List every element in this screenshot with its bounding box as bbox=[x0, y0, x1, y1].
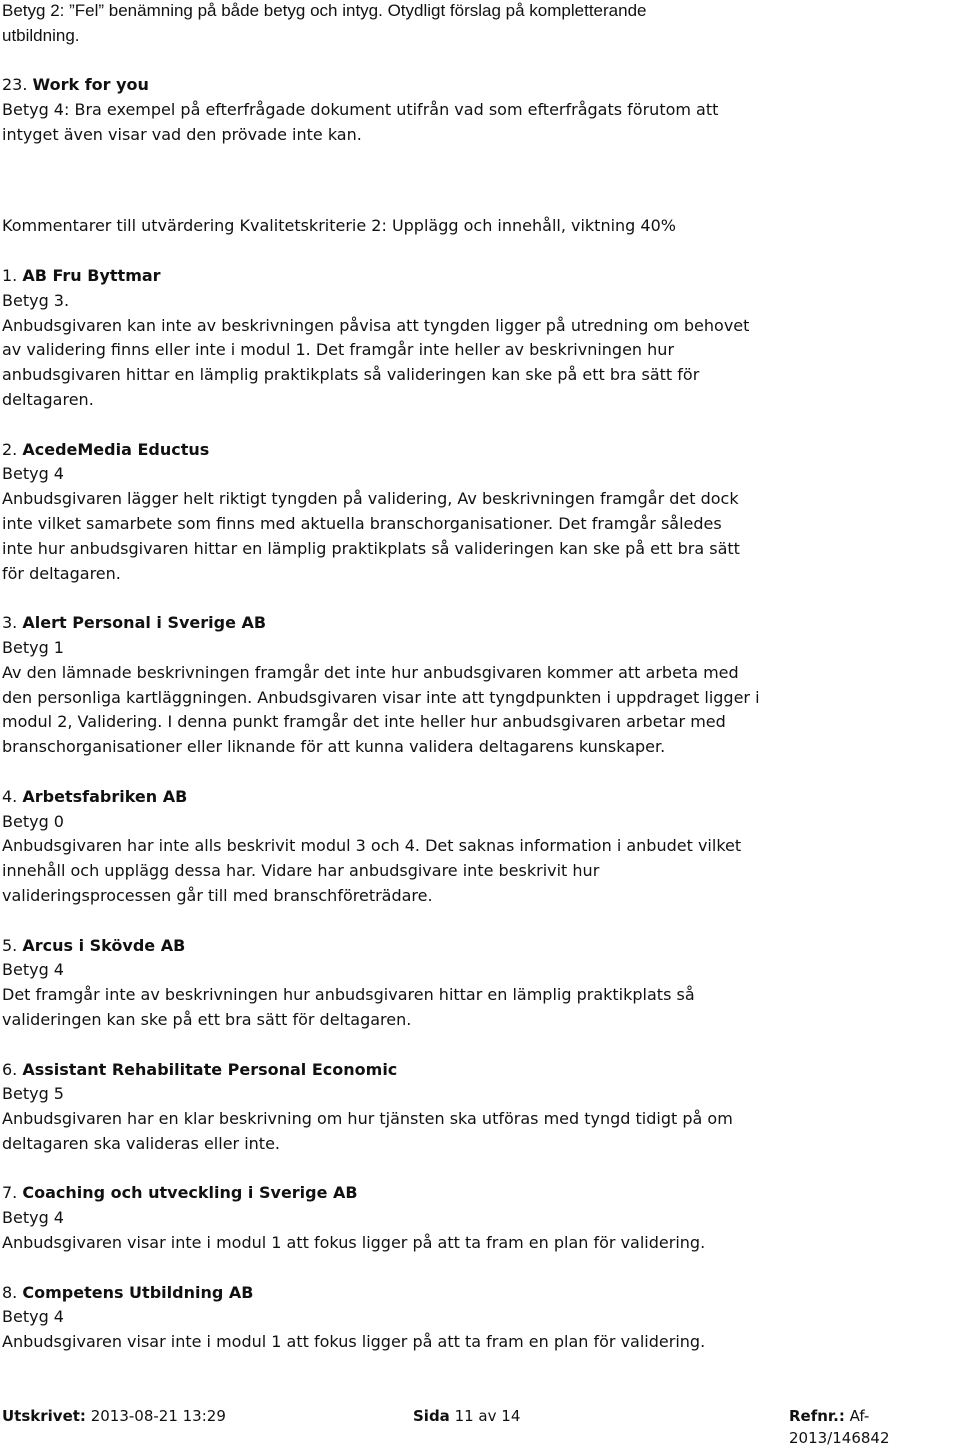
entry-name: Competens Utbildning AB bbox=[22, 1282, 254, 1302]
entry-text-line: Det framgår inte av beskrivningen hur anbudsgivaren hittar en lämplig praktikplats så bbox=[2, 985, 695, 1005]
item-number: 23. bbox=[2, 75, 33, 95]
intro-line: utbildning. bbox=[2, 25, 80, 45]
item-23-text: intyget även visar vad den prövade inte kan. bbox=[2, 124, 362, 144]
entry-number: 7. bbox=[2, 1183, 23, 1203]
entry-heading bbox=[2, 264, 760, 289]
entry-text-line: Anbudsgivaren har inte alls beskrivit modul 3 och 4. Det saknas information i anbudet vilket bbox=[2, 836, 742, 856]
entry-grade: Betyg 5 bbox=[2, 1084, 64, 1104]
evaluation-entry bbox=[2, 785, 760, 934]
entry-text-line: Anbudsgivaren lägger helt riktigt tyngden på validering, Av beskrivningen framgår det dock bbox=[2, 489, 739, 509]
entry-text-line: Av den lämnade beskrivningen framgår det inte hur anbudsgivaren kommer att arbeta med bbox=[2, 662, 739, 682]
entry-text-line: den personliga kartläggningen. Anbudsgivaren visar inte att tyngdpunkten i uppdraget ligger i bbox=[2, 687, 760, 707]
entry-name: AcedeMedia Eductus bbox=[22, 439, 210, 459]
entry-number: 3. bbox=[2, 613, 23, 633]
entries-list bbox=[2, 264, 760, 1355]
entry-grade: Betyg 0 bbox=[2, 811, 64, 831]
entry-number: 4. bbox=[2, 786, 23, 806]
entry-text-line: av validering finns eller inte i modul 1. Det framgår inte heller av beskrivningen hur bbox=[2, 340, 675, 360]
entry-name: Coaching och utveckling i Sverige AB bbox=[22, 1183, 358, 1203]
entry-text-line: anbudsgivaren hittar en lämplig praktikplats så valideringen kan ske på ett bra sätt för bbox=[2, 365, 700, 385]
entry-grade: Betyg 1 bbox=[2, 637, 64, 657]
reference-number: Refnr.: Af-2013/146842 bbox=[789, 1407, 890, 1447]
entry-text-line: för deltagaren. bbox=[2, 563, 121, 583]
entry-text-line: inte vilket samarbete som finns med aktuella branschorganisationer. Det framgår således bbox=[2, 513, 722, 533]
entry-heading bbox=[2, 785, 760, 810]
entry-name: Assistant Rehabilitate Personal Economic bbox=[22, 1059, 398, 1079]
intro-line: Betyg 2: ”Fel” benämning på både betyg och intyg. Otydligt förslag på kompletterande bbox=[2, 1, 647, 20]
page-number: Sida 11 av 14 bbox=[413, 1407, 521, 1425]
entry-text-line: inte hur anbudsgivaren hittar en lämplig praktikplats så valideringen kan ske på ett bra sätt bbox=[2, 538, 740, 558]
entry-number: 1. bbox=[2, 266, 23, 285]
entry-text-line: Anbudsgivaren kan inte av beskrivningen påvisa att tyngden ligger på utredning om behovet bbox=[2, 315, 750, 335]
evaluation-entry bbox=[2, 934, 760, 1058]
evaluation-entry bbox=[2, 438, 760, 612]
entry-grade: Betyg 4 bbox=[2, 1208, 64, 1228]
evaluation-entry bbox=[2, 1058, 760, 1182]
entry-text-line: valideringsprocessen går till med branschföreträdare. bbox=[2, 885, 433, 905]
entry-number: 5. bbox=[2, 935, 23, 955]
entry-heading bbox=[2, 934, 760, 959]
entry-grade: Betyg 4 bbox=[2, 960, 64, 980]
entry-text-line: innehåll och upplägg dessa har. Vidare har anbudsgivare inte beskrivit hur bbox=[2, 861, 600, 881]
entry-name: Arcus i Skövde AB bbox=[22, 935, 186, 955]
intro-block bbox=[2, 0, 718, 148]
entry-name: Arbetsfabriken AB bbox=[22, 786, 188, 806]
entry-text-line: Anbudsgivaren har en klar beskrivning om hur tjänsten ska utföras med tyngd tidigt på om bbox=[2, 1109, 733, 1129]
entry-grade: Betyg 4 bbox=[2, 464, 64, 484]
evaluation-entry bbox=[2, 264, 760, 438]
entry-text-line: valideringen kan ske på ett bra sätt för deltagaren. bbox=[2, 1009, 412, 1029]
entry-grade: Betyg 4 bbox=[2, 1307, 64, 1327]
entry-number: 2. bbox=[2, 439, 23, 459]
evaluation-entry bbox=[2, 1281, 760, 1355]
item-23-heading bbox=[2, 73, 718, 98]
printed-date: Utskrivet: 2013-08-21 13:29 bbox=[2, 1407, 226, 1425]
section-heading: Kommentarer till utvärdering Kvalitetskriterie 2: Upplägg och innehåll, viktning 40% bbox=[2, 216, 676, 235]
entry-number: 8. bbox=[2, 1282, 23, 1302]
entry-heading bbox=[2, 1281, 760, 1306]
entry-text-line: deltagaren ska valideras eller inte. bbox=[2, 1133, 280, 1153]
evaluation-entry bbox=[2, 611, 760, 785]
entry-number: 6. bbox=[2, 1059, 23, 1079]
entry-text-line: branschorganisationer eller liknande för att kunna validera deltagarens kunskaper. bbox=[2, 737, 666, 757]
item-23-text: Betyg 4: Bra exempel på efterfrågade dokument utifrån vad som efterfrågats förutom att bbox=[2, 100, 719, 120]
entry-name: AB Fru Byttmar bbox=[22, 266, 161, 285]
entry-heading bbox=[2, 1181, 760, 1206]
entry-grade: Betyg 3. bbox=[2, 290, 70, 310]
entry-heading bbox=[2, 1058, 760, 1083]
page-footer bbox=[0, 1405, 960, 1447]
entry-name: Alert Personal i Sverige AB bbox=[22, 613, 267, 633]
entry-text-line: Anbudsgivaren visar inte i modul 1 att fokus ligger på att ta fram en plan för validering. bbox=[2, 1233, 706, 1253]
evaluation-entry bbox=[2, 1181, 760, 1280]
entry-text-line: modul 2, Validering. I denna punkt framgår det inte heller hur anbudsgivaren arbetar med bbox=[2, 712, 726, 732]
entry-heading bbox=[2, 611, 760, 636]
entry-text-line: deltagaren. bbox=[2, 389, 94, 409]
entry-text-line: Anbudsgivaren visar inte i modul 1 att fokus ligger på att ta fram en plan för validering. bbox=[2, 1332, 706, 1352]
item-name: Work for you bbox=[32, 75, 149, 95]
entry-heading bbox=[2, 438, 760, 463]
